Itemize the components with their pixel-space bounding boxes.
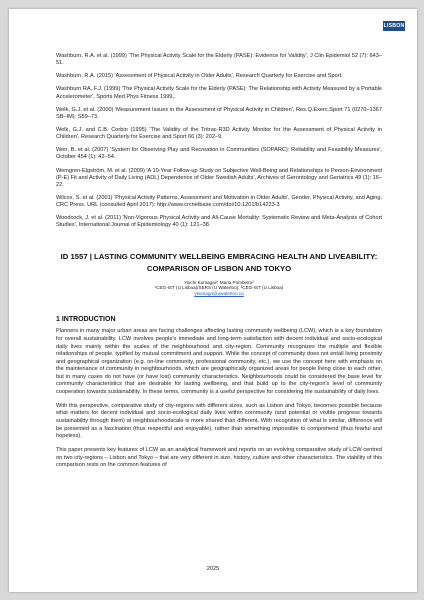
paper-title: ID 1557 | LASTING COMMUNITY WELLBEING EMBRACING HEALTH AND LIVEABILITY: COMPARISON OF LISBON AND TOKYO <box>60 252 378 273</box>
reference-entry: Washburn, R.A. (2015) 'Assessment of Physical Activity in Older Adults', Research Quarterly for Exercise and Sport. <box>56 73 343 80</box>
body-paragraph: Planners in many major urban areas are facing challenges affecting lasting community wellbeing (LCW), which is a key foundation for overall sustainability. LCW involves people's immediate and long-term satisfaction with decent individual and socio-ecological daily lives mainly within the scales of the neighbourhood and city-region. Community recognizes the multiple and flexible relationships of people, typified by mutual commitment and support. While the concept of community does not entail living proximity and geographical organization (e.g. on-line community, professional community, etc.), we use the concept here with emphasis on the maintenance of community in neighbourhoods, which are geographically organized areas for people living close to each other, but in many cases do not have (or have lost) community characteristics. Neighbourhoods could be considered the base level for community characteristics that are desirable for lasting wellbeing, and that build up to the city-region's level of community cooperation towards sustainability. In these terms, community is a useful perspective for considering the sustainability of daily lives. <box>56 328 382 395</box>
page-number: 2025 <box>206 566 220 572</box>
paper-authors: Yoichi Kumagai¹; Maria Pombeiro² <box>184 279 254 285</box>
author-email-link[interactable]: ykumaga@uwaterloo.ca <box>194 290 244 296</box>
reference-list <box>56 53 382 229</box>
reference-entry: Welk, G.J. et al. (2000) 'Measurement Issues in the Assessment of Physical Activity in Children', Res.Q.Exerc.Sport 71 (0270–1367 SB–IM): S59–73. <box>56 106 382 120</box>
reference-entry: Welk, G.J. and C.B. Corbin (1995) 'The Validity of the Tritrac-R3D Activity Monitor for the Assessment of Physical Activity in Children', Research Quarterly for Exercise and Sport 66 (3): 202–9. <box>56 127 382 141</box>
body-paragraph: With this perspective, comparative study of city-regions with different sizes, such as Lisbon and Tokyo, becomes possible because what matters for decent individual and socio-ecological daily lives within community (and potential or visible progress towards sustainability through them) at neighbourhoodscale is more shared than different. With recognition of what is similar, difference will be presented as a fascination (thus respectful and enjoyable), rather than something impossible to comprehend (thus fearful and hopeless). <box>56 402 382 440</box>
section-heading: 1 INTRODUCTION <box>56 316 116 324</box>
reference-entry: Woodcock, J. et al. (2011) 'Non-Vigorous Physical Activity and All-Cause Mortality: Systematic Review and Meta-Analysis of Cohort Studies', International Journal of Epidemiology 40 (1): 121–38. <box>56 215 382 229</box>
conference-logo <box>383 21 405 31</box>
logo-mark <box>383 21 405 31</box>
logo-text: LISBON <box>383 23 405 29</box>
reference-entry: Washburn RA, F.J. (1999) 'The Physical Activity Scale for the Elderly (PASE): The Relationship with Activity Measured by a Portable Accelerometer', Sports Med Phys Fitness 1999,. <box>56 86 382 100</box>
page-content <box>56 53 382 476</box>
reference-entry: Wilcox, S. et al. (2001) 'Physical Activity Patterns, Assessment and Motivation in Older Adults', Gender, Physical Activity, and Aging. CRC Press. URL (consulted April 2017): http://www.crcnetbase.com/doi/10.1201/b14223-3 <box>56 194 382 209</box>
reference-entry: Washburn, R.A. et al. (1999) 'The Physical Activity Scale for the Elderly (PASE): Evidence for Validity', J Clin Epidemiol 52 (7): 643–51. <box>56 53 382 67</box>
reference-entry: Wen, B. et al. (2007) 'System for Observing Play and Recreation in Communities (SOPARC): Reliability and Feasibility Measures', October 454 (1): 42–54. <box>56 147 382 161</box>
document-page <box>9 9 417 592</box>
body-paragraph: This paper presents key features of LCW as an analytical framework and reports on an evolving comparative study of LCW centred on two city-regions – Lisbon and Tokyo – that are very different in size, history, culture and other characteristics. The viability of this comparison rests on the common features of <box>56 447 382 469</box>
paper-affiliations: ¹CEG-IST (U Lisboa)/SERS (U Waterloo); ²CEG-IST (U Lisboa) <box>154 285 284 291</box>
reference-entry: Wemgren-Elgström, M. et al. (2009) 'A 10-Year Follow-up Study on Subjective Well-Being and Relationships to Person-Environment (P-E) Fit and Activity of Daily Living (ADL) Dependence of Older Swedish Adults', Archives of Gerontology and Geriatrics 49 (1): 16–22. <box>56 167 382 188</box>
